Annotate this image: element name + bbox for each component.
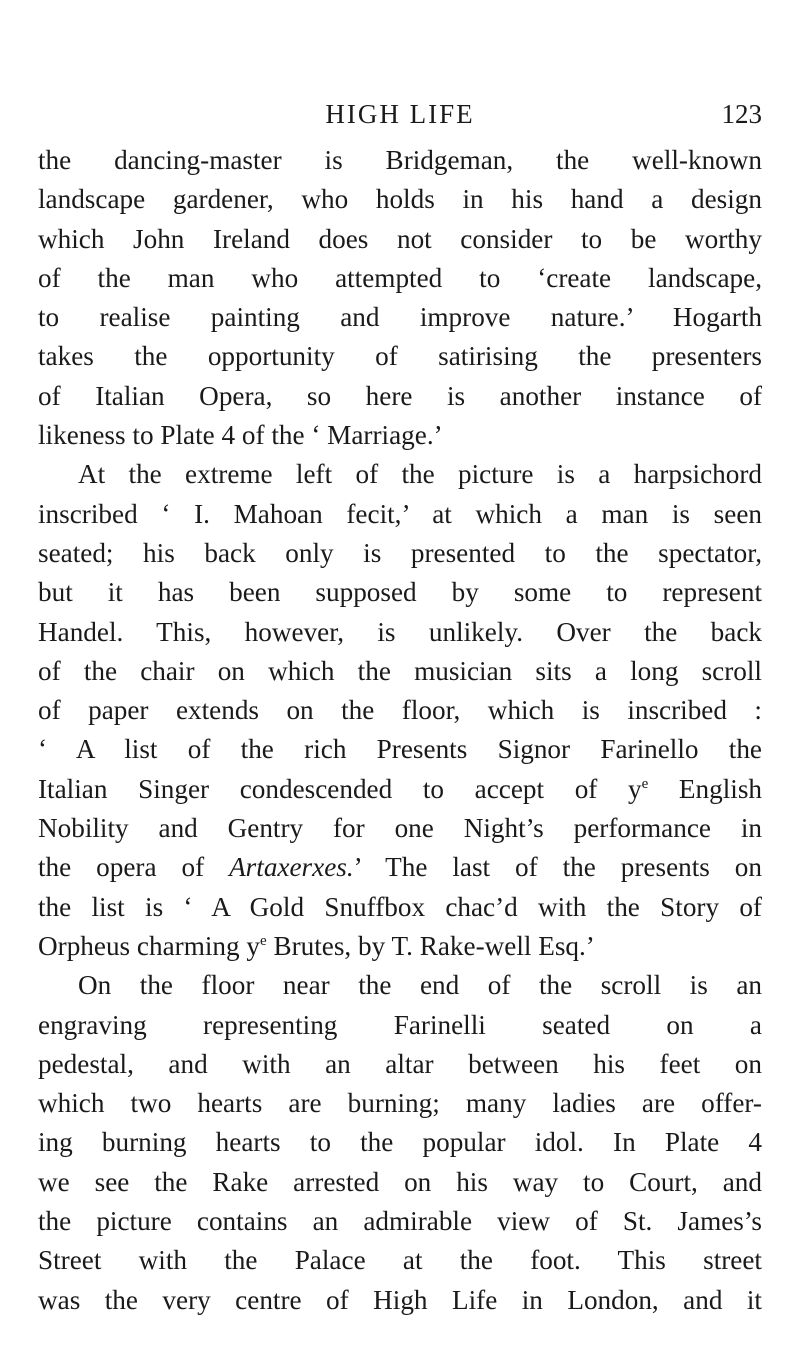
line-segment: the opera of [38,852,205,883]
text-line: Street with the Palace at the foot. This street [38,1245,762,1276]
text-line: Nobility and Gentry for one Night’s performance in [38,813,762,844]
page-number: 123 [721,99,762,129]
superscript: e [641,775,649,792]
text-line [38,927,762,966]
text-line: of Italian Opera, so here is another instance of [38,380,762,411]
running-title: HIGH LIFE [325,99,475,129]
text-line: of the man who attempted to ‘create landscape, [38,262,762,293]
text-line: which two hearts are burning; many ladies are offer- [38,1088,762,1119]
text-line: seated; his back only is presented to the spectator, [38,537,762,568]
text-line: ing burning hearts to the popular idol. In Plate 4 [38,1127,762,1158]
text-line: takes the opportunity of satirising the presenters [38,341,762,372]
text-line: the list is ‘ A Gold Snuffbox chac’d with the Story of [38,891,762,922]
text-line [38,848,762,887]
text-line [38,770,762,809]
running-head [38,94,762,134]
italic-title: Artaxerxes. [229,852,354,883]
text-line: pedestal, and with an altar between his feet on [38,1048,762,1079]
line-segment: Orpheus charming y [38,930,260,961]
text-line: the picture contains an admirable view of St. James’s [38,1206,762,1237]
text-line: At the extreme left of the picture is a harpsichord [78,459,762,490]
text-line: ‘ A list of the rich Presents Signor Farinello the [38,734,762,765]
text-line: of paper extends on the floor, which is inscribed : [38,695,762,726]
text-line: On the floor near the end of the scroll is an [78,970,762,1001]
text-line: landscape gardener, who holds in his hand a design [38,184,762,215]
text-line: Handel. This, however, is unlikely. Over the back [38,616,762,647]
text-line: to realise painting and improve nature.’ Hogarth [38,302,762,333]
text-line: was the very centre of High Life in London, and it [38,1284,762,1315]
text-line: engraving representing Farinelli seated on a [38,1009,762,1040]
line-segment: Italian Singer condescended to accept of y [38,773,642,804]
body-text [38,141,762,1320]
text-line: of the chair on which the musician sits a long scroll [38,655,762,686]
superscript: e [259,932,267,949]
text-line: inscribed ‘ I. Mahoan fecit,’ at which a man is seen [38,498,762,529]
text-line: we see the Rake arrested on his way to Court, and [38,1166,762,1197]
line-segment: Brutes, by T. Rake-well Esq.’ [266,930,595,961]
text-line: the dancing-master is Bridgeman, the well-known [38,145,762,175]
text-line: which John Ireland does not consider to be worthy [38,223,762,254]
line-segment: ’ The last of the presents on [353,852,762,883]
line-segment: English [648,773,762,804]
text-line: likeness to Plate 4 of the ‘ Marriage.’ [38,420,443,451]
text-line: but it has been supposed by some to represent [38,577,762,608]
